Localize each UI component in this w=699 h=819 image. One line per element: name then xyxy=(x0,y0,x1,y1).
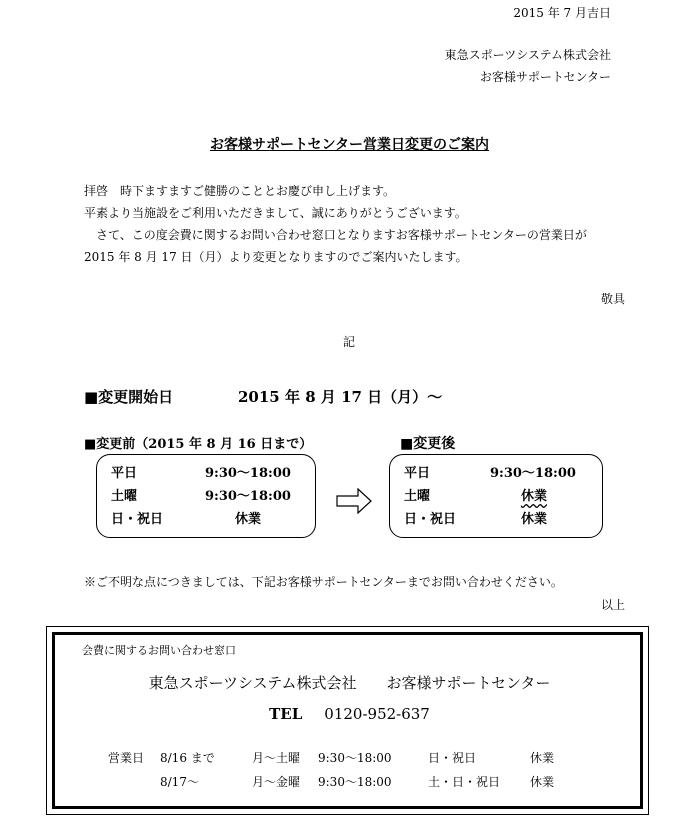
sender-department: お客様サポートセンター xyxy=(479,70,611,84)
arrow-right-icon xyxy=(336,488,372,514)
after-heading: ■変更後 xyxy=(400,436,456,452)
contact-tel xyxy=(0,705,699,723)
body-line-3: さて、この度会費に関するお問い合わせ窓口となりますお客様サポートセンターの営業日が xyxy=(84,228,587,242)
after-hours-weekday: 9:30～18:00 xyxy=(490,466,576,481)
document-date: 2015 年 7 月吉日 xyxy=(513,6,611,20)
before-day-weekday: 平日 xyxy=(111,466,138,481)
schedule-closed-days-1: 日・祝日 xyxy=(428,751,477,765)
change-start-label: ■変更開始日 xyxy=(84,388,174,406)
after-day-holiday: 日・祝日 xyxy=(404,512,457,527)
body-line-1: 拝啓 時下ますますご健勝のこととお慶び申し上げます。 xyxy=(84,184,396,198)
body-line-4: 2015 年 8 月 17 日（月）より変更となりますのでご案内いたします。 xyxy=(84,250,468,264)
hours-label: 営業日 xyxy=(108,751,145,765)
before-hours-saturday: 9:30～18:00 xyxy=(205,489,291,504)
contact-label: 会費に関するお問い合わせ窓口 xyxy=(82,644,236,657)
body-line-2: 平素より当施設をご利用いただきまして、誠にありがとうございます。 xyxy=(84,206,467,220)
schedule-period-2: 8/17～ xyxy=(160,775,199,789)
before-hours-weekday: 9:30～18:00 xyxy=(205,466,291,481)
before-heading: ■変更前（2015 年 8 月 16 日まで） xyxy=(84,437,313,452)
end-mark: 以上 xyxy=(600,598,625,612)
before-hours-holiday: 休業 xyxy=(235,512,262,527)
schedule-days-1: 月～土曜 xyxy=(252,751,301,765)
schedule-period-1: 8/16 まで xyxy=(160,751,215,765)
tel-number: 0120-952-637 xyxy=(324,705,430,723)
before-hours-box xyxy=(96,454,316,538)
contact-organization: 東急スポーツシステム株式会社 お客様サポートセンター xyxy=(148,674,551,692)
schedule-hours-2: 9:30～18:00 xyxy=(318,775,392,789)
sender-organization: 東急スポーツシステム株式会社 xyxy=(444,48,611,62)
after-day-weekday: 平日 xyxy=(404,466,431,481)
before-day-holiday: 日・祝日 xyxy=(111,512,164,527)
after-hours-box xyxy=(389,454,603,538)
before-day-saturday: 土曜 xyxy=(111,489,138,504)
inquiry-note: ※ご不明な点につきましては、下記お客様サポートセンターまでお問い合わせください。 xyxy=(84,575,563,589)
document-title xyxy=(0,134,699,154)
document-title-text: お客様サポートセンター営業日変更のご案内 xyxy=(209,137,490,153)
schedule-days-2: 月～金曜 xyxy=(252,775,301,789)
schedule-closed-days-2: 土・日・祝日 xyxy=(428,775,501,789)
ki-mark: 記 xyxy=(343,335,356,349)
after-hours-saturday: 休業 xyxy=(521,489,548,504)
after-day-saturday: 土曜 xyxy=(404,489,431,504)
schedule-closed-1: 休業 xyxy=(530,751,555,765)
change-start-value: 2015 年 8 月 17 日（月）～ xyxy=(238,388,443,406)
closing-word: 敬具 xyxy=(600,292,625,306)
tel-label: TEL xyxy=(269,705,303,723)
schedule-closed-2: 休業 xyxy=(530,775,555,789)
schedule-hours-1: 9:30～18:00 xyxy=(318,751,392,765)
after-hours-holiday: 休業 xyxy=(521,512,548,527)
